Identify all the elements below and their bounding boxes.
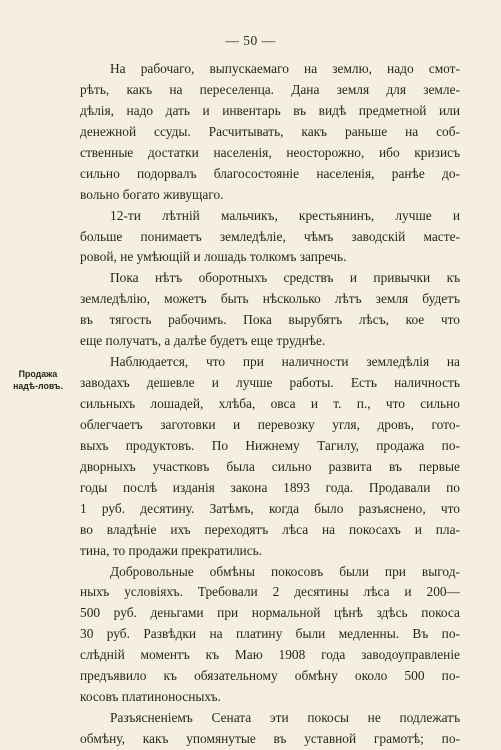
- body-text: [80, 59, 460, 750]
- text-line: въ тягость рабочимъ. Пока вырубятъ лѣсъ, кое что: [80, 312, 460, 328]
- text-line: Пока нѣтъ оборотныхъ средствъ и привычки къ: [110, 270, 460, 286]
- text-line: больше понимаетъ земледѣліе, чѣмъ заводскій масте-: [80, 228, 460, 244]
- text-line: слѣдній моментъ къ Маю 1908 года заводоуправленіе: [80, 647, 460, 663]
- text-line: дворныхъ участковъ была сильно развита въ первые: [80, 458, 460, 474]
- text-line: 1 руб. десятину. Затѣмъ, когда было разъяснено, что: [80, 500, 460, 516]
- text-line: 500 руб. деньгами при нормальной цѣнѣ здѣсь покоса: [80, 605, 460, 621]
- text-line: земледѣлію, можетъ быть нѣсколько лѣтъ земля будетъ: [80, 291, 460, 307]
- page-number: — 50 —: [225, 33, 276, 48]
- text-line: ныхъ условіяхъ. Требовали 2 десятины лѣса и 200—: [80, 584, 460, 600]
- text-line: ственные достатки населенія, неосторожно, ибо кризисъ: [80, 144, 460, 160]
- text-line: 12-ти лѣтній мальчикъ, крестьянинъ, лучше и: [110, 207, 460, 223]
- text-line: денежной ссуды. Расчитывать, какъ раньше на соб-: [80, 123, 460, 139]
- text-line: годы послѣ изданія закона 1893 года. Продавали по: [80, 479, 460, 495]
- text-line: заводахъ дешевле и лучше работы. Есть наличность: [80, 375, 460, 391]
- text-line: ровой, не умѣющій и лошадь толкомъ запречь.: [80, 249, 347, 265]
- text-line: предъявило къ обязательному обмѣну около 500 по-: [80, 668, 460, 684]
- text-line: вольно богато живущаго.: [80, 186, 224, 202]
- text-line: Наблюдается, что при наличности земледѣлія на: [110, 354, 460, 370]
- text-line: косовъ платиноносныхъ.: [80, 689, 221, 705]
- text-line: облегчаетъ заготовки и перевозку угля, дровъ, гото-: [80, 416, 460, 432]
- text-line: 30 руб. Развѣдки на платину были медленны. Въ по-: [80, 626, 460, 642]
- text-line: выхъ продуктовъ. По Нижнему Тагилу, продажа по-: [80, 437, 460, 453]
- text-line: дѣлія, надо дать и инвентарь въ видѣ предметной или: [80, 102, 460, 118]
- text-line: тина, то продажи прекратились.: [80, 542, 263, 558]
- text-line: сильныхъ лошадей, хлѣба, овса и т. п., что сильно: [80, 396, 460, 411]
- text-line: Разъясненіемъ Сената эти покосы не подлежатъ: [110, 710, 460, 726]
- text-line: рѣть, какъ на переселенца. Дана земля для земле-: [80, 81, 460, 97]
- text-line: еще получатъ, а далѣе будетъ еще труднѣе.: [80, 333, 326, 349]
- text-line: обмѣну, какъ упомянутые въ уставной грамотѣ; по-: [80, 731, 460, 746]
- text-line: во владѣніе ихъ переходятъ лѣса на покосахъ и пла-: [80, 521, 460, 537]
- text-line: сильно подорвалъ благосостояніе населенія, ранѣе до-: [80, 165, 460, 181]
- text-line: Добровольные обмѣны покосовъ были при выгод-: [110, 563, 460, 579]
- text-line: На рабочаго, выпускаемаго на землю, надо смот-: [110, 61, 460, 76]
- margin-note: Продажа надѣ-ловъ.: [13, 369, 63, 391]
